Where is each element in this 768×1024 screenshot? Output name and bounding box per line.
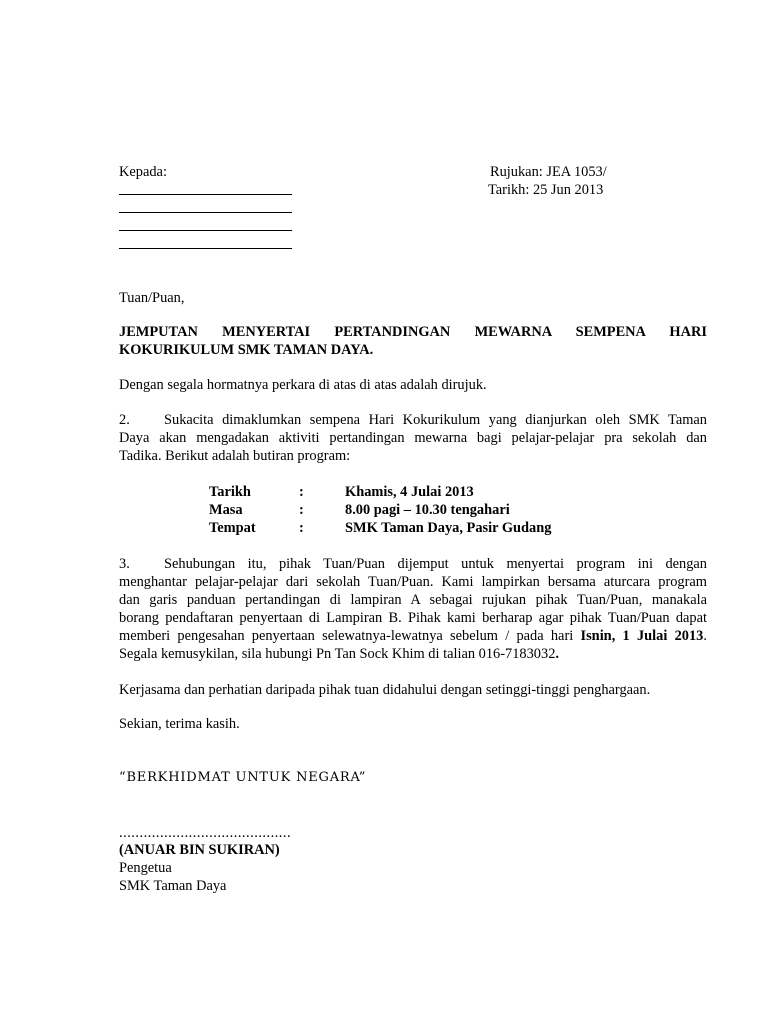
para3-line-5-text: memberi pengesahan penyertaan selewatnya-lewatnya sebelum / pada hari [119,628,581,644]
para3-line-6-end: . [555,646,560,662]
recipient-line-4 [119,248,292,249]
closing-text: Sekian, terima kasih. [119,716,240,732]
recipient-line-3 [119,230,292,231]
detail-separator: : [299,502,304,518]
detail-label: Tarikh [209,484,251,500]
letter-date: Tarikh: 25 Jun 2013 [488,182,604,198]
signatory-position: Pengetua [119,860,172,876]
signatory-name: (ANUAR BIN SUKIRAN) [119,842,280,858]
recipient-line-1 [119,194,292,195]
recipient-line-2 [119,212,292,213]
para2-line-2: Daya akan mengadakan aktiviti pertandingan mewarna bagi pelajar-pelajar pra sekolah dan [119,430,707,446]
salutation: Tuan/Puan, [119,290,185,306]
detail-label: Tempat [209,520,256,536]
detail-separator: : [299,484,304,500]
reference-number: Rujukan: JEA 1053/ [490,164,607,180]
intro-text: Dengan segala hormatnya perkara di atas di atas adalah dirujuk. [119,377,487,393]
para3-number: 3. [119,556,130,572]
detail-value: SMK Taman Daya, Pasir Gudang [345,520,552,536]
signature-line: .......................................... [119,825,292,841]
signatory-school: SMK Taman Daya [119,878,227,894]
para3-line-4: borang pendaftaran penyertaan di Lampiran B. Pihak kami berharap agar pihak Tuan/Puan dapat [119,610,707,626]
kepada-label: Kepada: [119,164,167,180]
detail-label: Masa [209,502,243,518]
letter-title-line-2: KOKURIKULUM SMK TAMAN DAYA. [119,342,374,358]
para3-line-6-text: Segala kemusykilan, sila hubungi Pn Tan Sock Khim di talian 016-7183032 [119,646,556,662]
detail-value: Khamis, 4 Julai 2013 [345,484,474,500]
para2-line-3: Tadika. Berikut adalah butiran program: [119,448,351,464]
para3-line-3: dan garis panduan pertandingan di lampiran A sebagai rujukan pihak Tuan/Puan, manakala [119,592,707,608]
motto: “BERKHIDMAT UNTUK NEGARA” [119,770,367,785]
detail-value: 8.00 pagi – 10.30 tengahari [345,502,510,518]
para3-line-5 [119,627,707,645]
para2-number: 2. [119,412,130,428]
para3-line-2: menghantar pelajar-pelajar dari sekolah Tuan/Puan. Kami lampirkan bersama aturcara program [119,574,707,590]
para3-line-6 [119,645,559,663]
para2-line-1: Sukacita dimaklumkan sempena Hari Kokurikulum yang dianjurkan oleh SMK Taman [164,412,707,428]
reply-deadline: Isnin, 1 Julai 2013 [580,628,704,644]
thanks-text: Kerjasama dan perhatian daripada pihak tuan didahului dengan setinggi-tinggi penghargaan. [119,682,651,698]
letter-title-line-1: JEMPUTAN MENYERTAI PERTANDINGAN MEWARNA SEMPENA HARI [119,324,707,340]
para3-line-1: Sehubungan itu, pihak Tuan/Puan dijemput untuk menyertai program ini dengan [164,556,707,572]
para3-line-5-end: . [703,628,707,644]
detail-separator: : [299,520,304,536]
